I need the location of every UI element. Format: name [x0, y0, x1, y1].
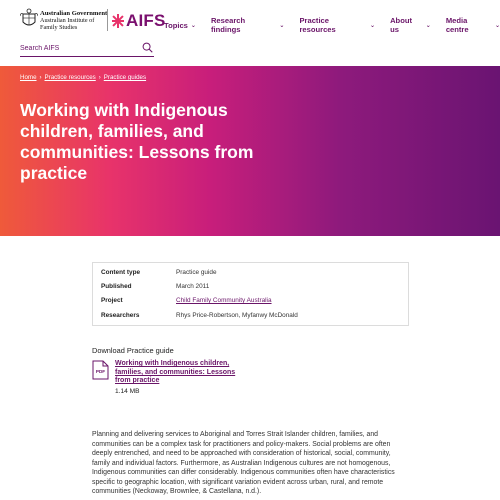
detail-value: March 2011 — [176, 283, 210, 290]
project-link[interactable]: Child Family Community Australia — [176, 297, 272, 304]
detail-key: Project — [101, 297, 123, 304]
detail-key: Published — [101, 283, 132, 290]
pdf-icon-label: PDF — [95, 369, 106, 374]
detail-row-researchers — [101, 312, 298, 319]
chevron-down-icon: ⌄ — [279, 22, 285, 29]
chevron-down-icon: ⌄ — [370, 22, 376, 29]
detail-value: Rhys Price-Robertson, Myfanwy McDonald — [176, 312, 298, 319]
pdf-icon[interactable] — [92, 360, 109, 380]
site-header — [0, 0, 500, 66]
chevron-down-icon: ⌄ — [190, 22, 196, 29]
government-logo-text — [40, 10, 107, 31]
detail-row-published — [101, 283, 209, 290]
gov-line-1: Australian Government — [40, 10, 108, 17]
nav-item-label: Topics — [164, 20, 188, 30]
detail-row-project — [101, 297, 272, 304]
file-size: 1.14 MB — [115, 388, 140, 395]
search-input[interactable] — [20, 45, 130, 52]
aifs-logo-icon — [112, 14, 124, 28]
nav-item-about-us[interactable] — [390, 16, 431, 34]
details-box — [92, 262, 409, 326]
nav-item-label: Practice resources — [299, 16, 336, 34]
download-link[interactable]: Working with Indigenous children, families, and communities: Lessons from practice — [115, 360, 236, 385]
chevron-down-icon: ⌄ — [425, 22, 431, 29]
nav-item-label: About us — [390, 16, 413, 34]
logo-divider — [107, 9, 108, 31]
aifs-logo-text: AIFS — [126, 11, 166, 30]
coat-of-arms-icon — [20, 8, 38, 30]
chevron-down-icon: ⌄ — [494, 22, 500, 29]
breadcrumb — [20, 74, 146, 81]
nav-item-label: Research findings — [210, 16, 246, 34]
chevron-right-icon: › — [39, 74, 42, 81]
detail-value: Practice guide — [176, 269, 217, 276]
detail-row-content-type — [101, 269, 217, 276]
aifs-logo[interactable] — [112, 11, 166, 31]
intro-paragraph: Planning and delivering services to Aboriginal and Torres Strait Islander children, families, and communities can be a complex task for practitioners and policy-makers. Social problems are often deeply entrenched, and need to be approached with consideration of historical, social, community, family and individual factors. Furthermore, as Australian Indigenous cultures are not homogenous, Indigenous communities can differ considerably. Indigenous communities often have characteristics specific to geographic location, with significant variation evident across urban, rural, and remote communities (Neckoway, Brownlee, & Castellana, n.d.). — [92, 431, 395, 495]
nav-item-label: Media centre — [445, 16, 469, 34]
main-nav — [164, 16, 500, 34]
search-icon[interactable] — [142, 42, 153, 53]
gov-line-2: Australian Institute of — [40, 17, 95, 24]
detail-key: Content type — [101, 269, 141, 276]
gov-line-3: Family Studies — [40, 24, 78, 31]
nav-item-practice-resources[interactable] — [299, 16, 375, 34]
nav-item-research-findings[interactable] — [211, 16, 285, 34]
hero-banner — [0, 66, 500, 236]
breadcrumb-home[interactable]: Home — [20, 74, 37, 81]
chevron-right-icon: › — [98, 74, 101, 81]
breadcrumb-practice-guides[interactable]: Practice guides — [103, 74, 147, 81]
download-heading: Download Practice guide — [92, 346, 174, 355]
nav-item-topics[interactable] — [164, 16, 196, 34]
page-title: Working with Indigenous children, families, and communities: Lessons from practice — [20, 100, 254, 183]
detail-key: Researchers — [101, 312, 140, 319]
nav-item-media-centre[interactable] — [446, 16, 500, 34]
search-bar — [20, 41, 154, 57]
breadcrumb-practice-resources[interactable]: Practice resources — [44, 74, 96, 81]
